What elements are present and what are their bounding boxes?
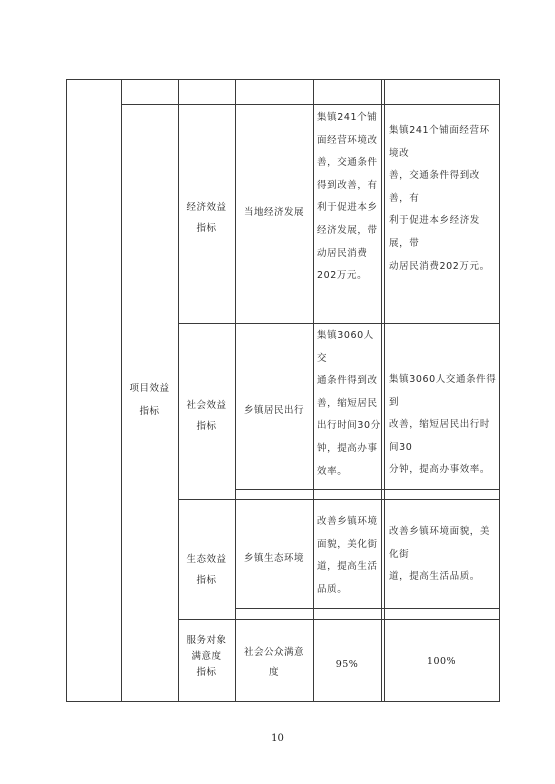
- row-line-top: [121, 104, 500, 105]
- table-border-left: [66, 79, 67, 702]
- row-line-social-bottom: [178, 499, 500, 500]
- row-line-eco-sub: [235, 608, 500, 609]
- row-line-eco-bottom: [178, 619, 500, 620]
- table-border-top: [66, 79, 500, 80]
- col-line-2: [178, 79, 179, 702]
- target-economic: 集镇241个铺 面经营环境改 善，交通条件 得到改善，有 利于促进本乡 经济发展，带 动居民消费 202万元。: [317, 112, 378, 282]
- indicator-social: 社会效益 指标: [186, 400, 227, 432]
- indicator-economic: 经济效益 指标: [186, 202, 227, 234]
- page-number: 10: [271, 733, 284, 744]
- actual-ecological: 改善乡镇环境面貌，美化街 道，提高生活品质。: [389, 526, 491, 583]
- sub-indicator-ecological: 乡镇生态环境: [243, 553, 304, 564]
- indicator-satisfaction: 服务对象 满意度 指标: [186, 635, 227, 678]
- indicator-ecological: 生态效益 指标: [186, 554, 227, 586]
- table-border-bottom: [66, 701, 500, 702]
- target-ecological: 改善乡镇环境 面貌，美化街 道，提高生活 品质。: [317, 516, 378, 595]
- sub-indicator-satisfaction: 社会公众满意 度: [243, 647, 304, 678]
- category-label: 项目效益 指标: [129, 383, 170, 417]
- sub-indicator-economic: 当地经济发展: [243, 207, 304, 218]
- actual-satisfaction: 100%: [426, 656, 457, 667]
- actual-social: 集镇3060人交通条件得到 改善，缩短居民出行时间30 分钟，提高办事效率。: [389, 374, 497, 476]
- sub-indicator-social: 乡镇居民出行: [243, 405, 304, 416]
- actual-economic: 集镇241个铺面经营环境改 善，交通条件得到改善，有 利于促进本乡经济发展，带 动居民消费202万元。: [389, 125, 490, 272]
- target-social: 集镇3060人交 通条件得到改 善，缩短居民 出行时间30分 钟，提高办事 效率。: [317, 330, 381, 477]
- row-line-econ-bottom: [178, 323, 500, 324]
- target-satisfaction: 95%: [335, 659, 359, 670]
- row-line-social-sub: [235, 489, 500, 490]
